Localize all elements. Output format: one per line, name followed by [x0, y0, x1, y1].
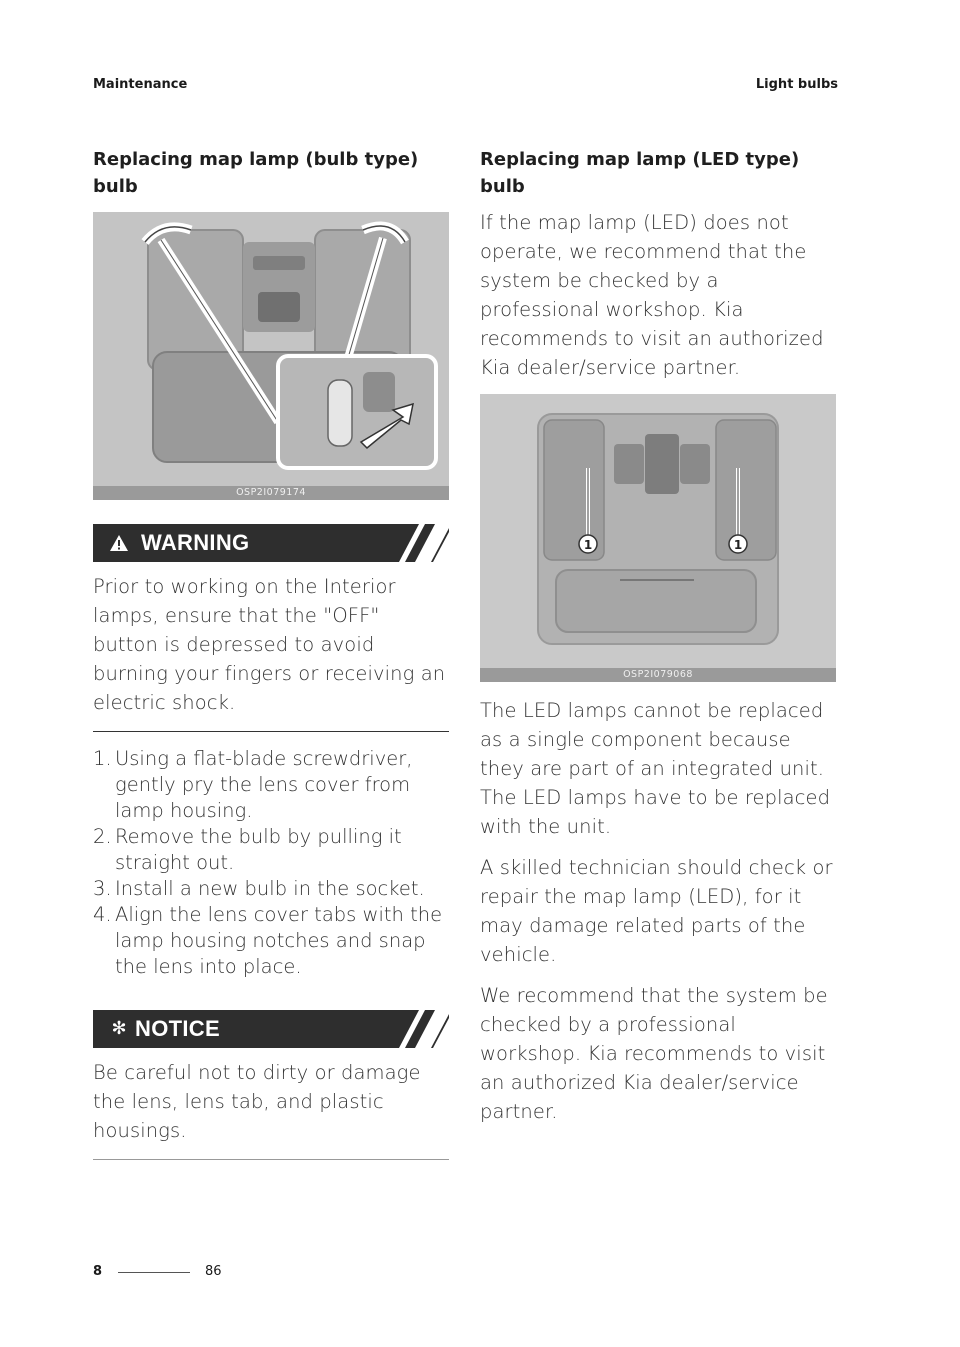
footer-section-number: 8 — [93, 1264, 103, 1279]
warning-text: Prior to working on the Interior lamps, ensure that the "OFF" button is depressed to avoid burning your fingers or receiving an electric shock. — [93, 575, 446, 714]
list-item: 1. Using a flat-blade screwdriver, gently pry the lens cover from lamp housing. — [93, 747, 413, 822]
left-column — [93, 146, 449, 1160]
notice-stripes-icon — [389, 1010, 449, 1048]
footer-divider — [118, 1272, 190, 1273]
warning-stripes-icon — [389, 524, 449, 562]
warning-divider — [93, 731, 449, 732]
warning-banner — [93, 524, 449, 562]
header-topic: Light bulbs — [755, 77, 838, 92]
warning-title: WARNING — [141, 530, 250, 555]
led-paragraph-1: The LED lamps cannot be replaced as a single component because they are part of an integrated unit. The LED lamps have to be replaced with the unit. — [480, 699, 831, 838]
led-type-figure — [480, 394, 836, 682]
steps-list — [93, 746, 449, 980]
right-column — [480, 146, 836, 1126]
led-paragraph-3: We recommend that the system be checked by a professional workshop. Kia recommends to visit an authorized Kia dealer/service partner. — [480, 984, 828, 1123]
led-lamp-illustration — [480, 394, 836, 668]
notice-divider — [93, 1159, 449, 1160]
led-figure-caption: OSP2I079068 — [480, 668, 836, 682]
led-type-heading: Replacing map lamp (LED type) bulb — [480, 149, 800, 197]
list-item: 4. Align the lens cover tabs with the lamp housing notches and snap the lens into place. — [93, 903, 443, 978]
callout-label-right: 1 — [733, 538, 743, 552]
led-intro-text: If the map lamp (LED) does not operate, we recommend that the system be checked by a professional workshop. Kia recommends to visit an authorized Kia dealer/service partner. — [480, 211, 824, 379]
notice-title: NOTICE — [135, 1016, 220, 1041]
list-item: 2. Remove the bulb by pulling it straight out. — [93, 825, 402, 874]
callout-label-left: 1 — [583, 538, 593, 552]
notice-symbol-icon: ✻ — [111, 1018, 127, 1039]
footer-page-number: 86 — [205, 1264, 222, 1279]
led-paragraph-2: A skilled technician should check or repair the map lamp (LED), for it may damage related parts of the vehicle. — [480, 856, 833, 966]
bulb-lamp-illustration — [93, 212, 449, 486]
bulb-type-heading: Replacing map lamp (bulb type) bulb — [93, 149, 419, 197]
list-item: 3. Install a new bulb in the socket. — [93, 877, 425, 900]
bulb-type-figure — [93, 212, 449, 500]
notice-text: Be careful not to dirty or damage the lens, lens tab, and plastic housings. — [93, 1061, 421, 1142]
notice-banner — [93, 1010, 449, 1048]
bulb-figure-caption: OSP2I079174 — [93, 486, 449, 500]
header-section: Maintenance — [93, 77, 188, 92]
warning-icon — [109, 533, 129, 553]
